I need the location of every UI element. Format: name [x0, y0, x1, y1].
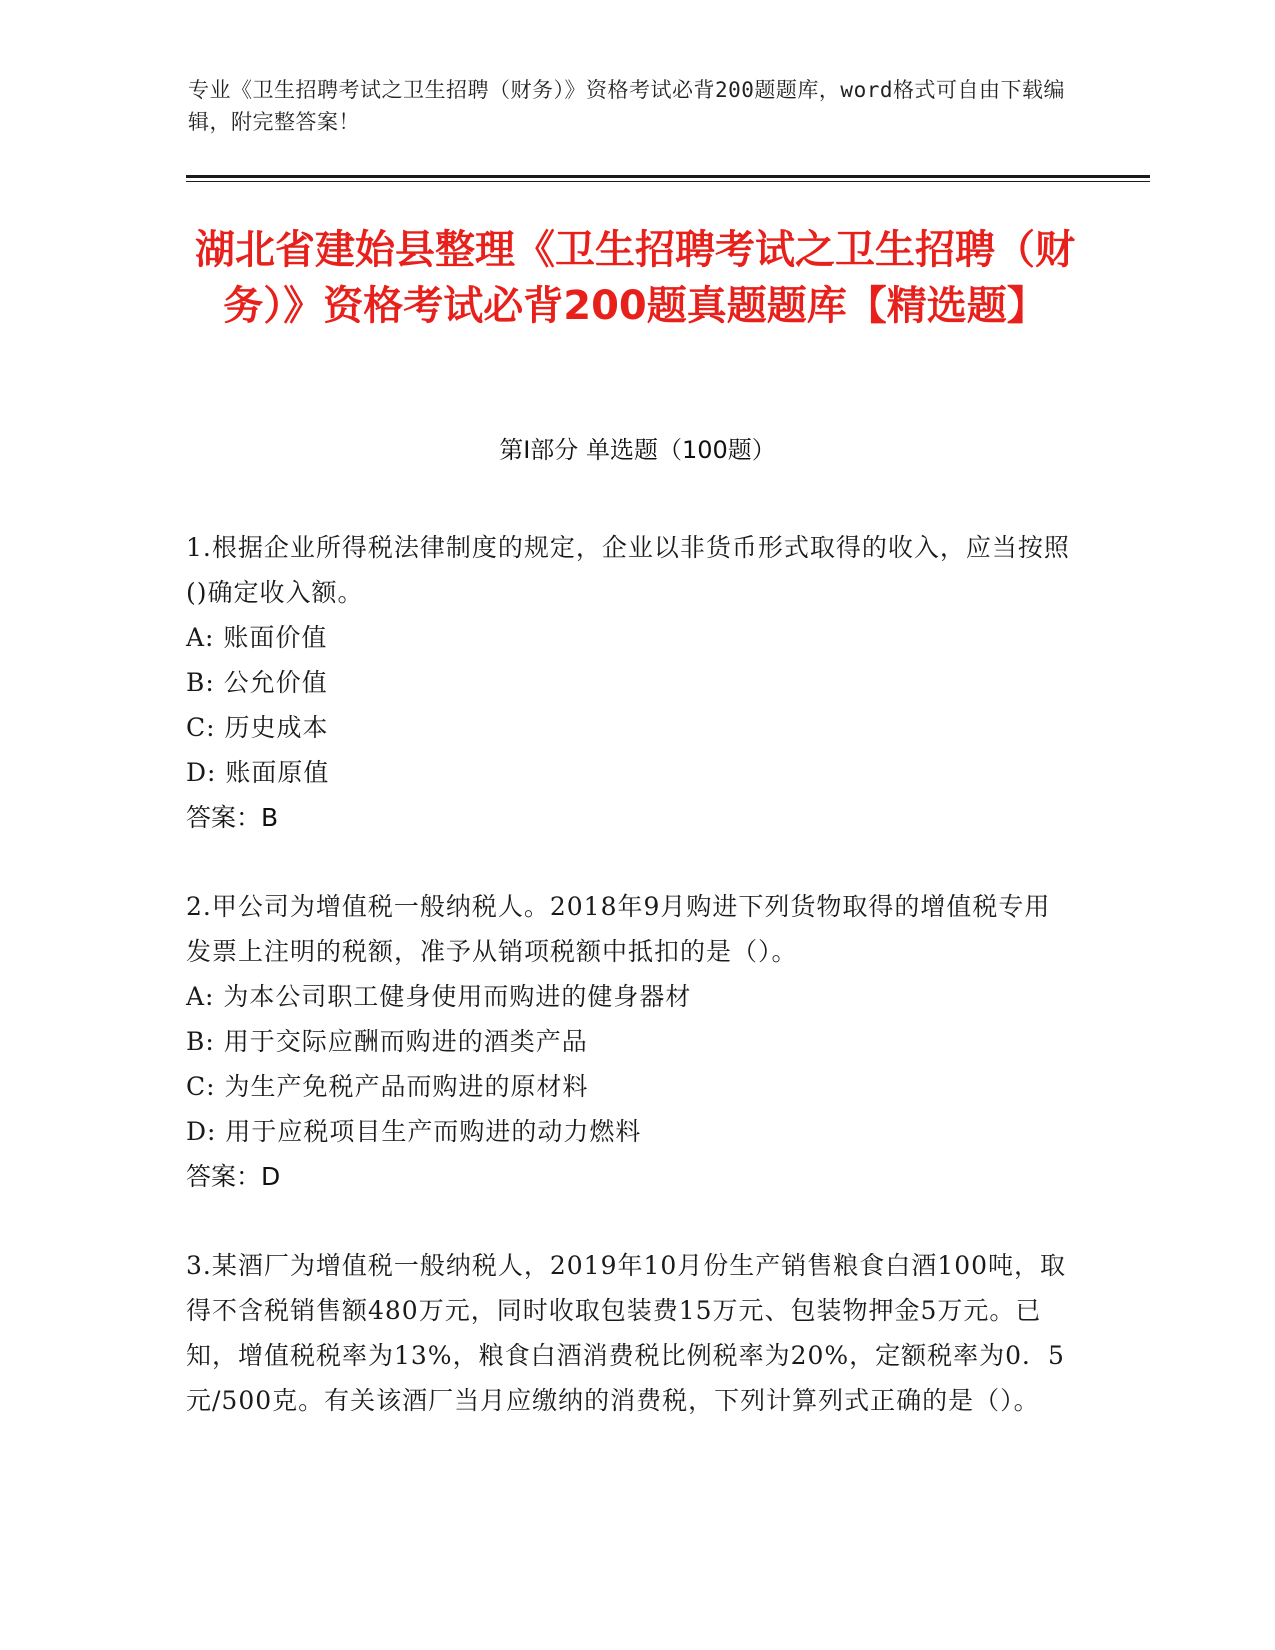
question-answer: 答案：D [186, 1162, 281, 1191]
question-2 [186, 884, 1076, 1199]
option-a: A: 账面价值 [186, 623, 328, 652]
section-title: 第I部分 单选题（100题） [499, 436, 776, 464]
header-divider-thick [186, 175, 1150, 178]
question-3 [186, 1243, 1076, 1423]
question-list [186, 525, 1076, 1467]
question-stem: 1.根据企业所得税法律制度的规定，企业以非货币形式取得的收入，应当按照()确定收入额。 [186, 533, 1070, 607]
question-answer: 答案：B [186, 803, 279, 832]
option-c: C: 历史成本 [186, 713, 329, 742]
option-d: D: 用于应税项目生产而购进的动力燃料 [186, 1117, 642, 1146]
question-stem: 2.甲公司为增值税一般纳税人。2018年9月购进下列货物取得的增值税专用发票上注明的税额，准予从销项税额中抵扣的是（）。 [186, 892, 1051, 966]
option-b: B: 公允价值 [186, 668, 328, 697]
header-note: 专业《卫生招聘考试之卫生招聘（财务）》资格考试必背200题题库，word格式可自由下载编辑，附完整答案！ [188, 78, 1065, 134]
header-divider-thin [186, 181, 1150, 182]
document-title: 湖北省建始县整理《卫生招聘考试之卫生招聘（财务）》资格考试必背200题真题题库【精选题】 [195, 227, 1075, 329]
option-c: C: 为生产免税产品而购进的原材料 [186, 1072, 589, 1101]
option-a: A: 为本公司职工健身使用而购进的健身器材 [186, 982, 692, 1011]
option-b: B: 用于交际应酬而购进的酒类产品 [186, 1027, 588, 1056]
question-stem: 3.某酒厂为增值税一般纳税人，2019年10月份生产销售粮食白酒100吨，取得不含税销售额480万元，同时收取包装费15万元、包装物押金5万元。已知，增值税税率为13%，粮食白酒消费税比例税率为20%，定额税率为0．5元/500克。有关该酒厂当月应缴纳的消费税，下列计算列式正确的是（）。 [186, 1251, 1067, 1415]
option-d: D: 账面原值 [186, 758, 330, 787]
question-1 [186, 525, 1076, 840]
